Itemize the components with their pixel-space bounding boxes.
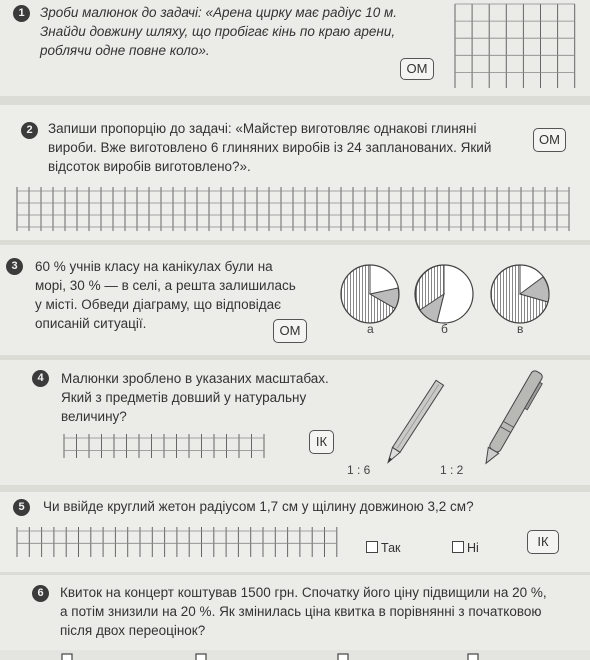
task-5-line-1: Чи ввійде круглий жетон радіусом 1,7 см у щілину довжиною 3,2 см? [43,499,474,514]
pie-label-a: а [367,322,374,336]
task-1-om-badge: ОМ [400,58,434,80]
pie-label-c: в [517,322,524,336]
task-1-line-3: роблячи одне повне коло». [40,43,210,58]
task-2-line-3: відсоток виробів виготовлено?». [48,159,251,174]
task-3-line-1: 60 % учнів класу на канікулах були на [35,259,273,274]
task-2-om-badge: ОМ [533,128,566,152]
task-6-cropped-options-row [0,646,590,660]
task-6-line-1: Квиток на концерт коштував 1500 грн. Спочатку його ціну підвищили на 20 %, [60,585,547,600]
task-1-number: 1 [13,5,30,22]
task-3-pie-charts [340,258,570,338]
task-1-line-1: Зроби малюнок до задачі: «Арена цирку має радіус 10 м. [40,5,398,20]
task-4-answer-grid [60,432,270,462]
option-no[interactable] [452,541,479,555]
pen-illustration [476,365,546,475]
task-1-line-2: Знайди довжину шляху, що пробігає кінь по краю арени, [40,24,396,39]
task-4-line-3: величину? [61,409,127,424]
task-6-number: 6 [32,585,49,602]
task-5-number: 5 [13,499,30,516]
task-6-line-3: після двох переоцінок? [60,623,206,638]
task-2-number: 2 [21,122,38,139]
task-3-line-4: описаній ситуації. [35,316,147,331]
pie-chart-b[interactable] [415,265,473,323]
task-2-line-2: вироби. Вже виготовлено 6 глиняних виробів із 24 запланованих. Який [48,140,492,155]
pie-label-b: б [441,322,448,336]
option-yes-checkbox[interactable] [366,541,378,553]
task-2-line-1: Запиши пропорцію до задачі: «Майстер виготовляє однакові глиняні [48,121,477,136]
option-yes-label: Так [381,541,401,555]
task-4-ik-badge: ІК [309,430,334,454]
task-5-ik-badge: ІК [527,530,559,554]
task-3-line-2: морі, 30 % — в селі, а решта залишилась [35,278,296,293]
option-no-label: Ні [467,541,479,555]
task-4-number: 4 [32,370,49,387]
task-3-number: 3 [6,258,23,275]
pencil-scale-label: 1 : 6 [347,463,371,477]
pie-chart-c[interactable] [491,265,549,323]
task-5-answer-grid [15,525,345,560]
pen-scale-label: 1 : 2 [440,463,464,477]
pie-chart-a[interactable] [341,265,399,323]
task-3-om-badge: ОМ [273,319,307,343]
option-yes[interactable] [366,541,401,555]
task-6-line-2: а потім знизили на 20 %. Як змінилась ціна квитка в порівнянні з початковою [60,604,542,619]
task-4-line-1: Малюнки зроблено в указаних масштабах. [61,371,329,386]
task-1-drawing-grid [447,0,587,95]
task-4-line-2: Який з предметів довший у натуральну [61,390,307,405]
pencil-illustration [378,375,448,475]
task-2-answer-grid [15,185,575,235]
task-3-line-3: у місті. Обведи діаграму, що відповідає [35,297,282,312]
option-no-checkbox[interactable] [452,541,464,553]
